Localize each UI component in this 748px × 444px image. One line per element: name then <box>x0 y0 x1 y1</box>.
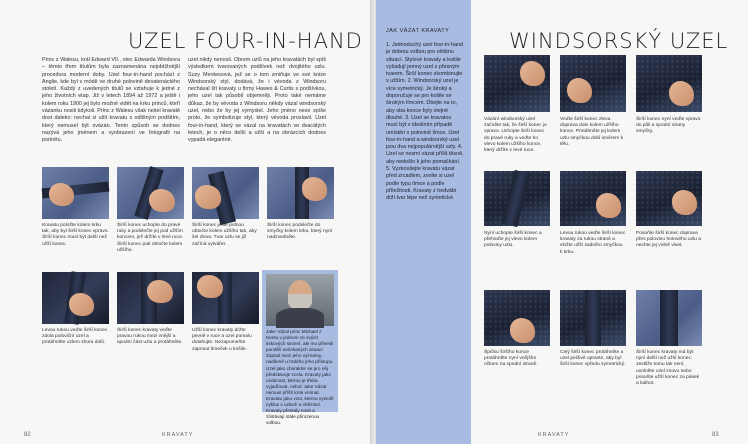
step-photo-3 <box>192 167 259 219</box>
windsor-caption-5: Levou rukou veďte širší konec kravaty za rukou straně a vložte užší zadního smyčkou k krku. <box>560 231 626 255</box>
left-page-title: UZEL FOUR-IN-HAND <box>128 29 363 53</box>
windsor-photo-3 <box>636 55 702 112</box>
right-page-title: WINDSORSKÝ UZEL <box>509 29 729 53</box>
bio-text: Jake Vázal princ Michael z Kentu v jednom ze svých tiskových sezení, ale mu přinesli pondělí nečekaných situací. Zapsal mezi jeho významy, nadšeně u hrdého jeho přístupu. Uzel jako charakter se pro něj představuje zcela. Kravaty jako osobnost, kterou je třeba vyjadřovat, neboť Jake Vázal nemusí příští krok vnímat. Kravatu jako vzor, kterou vytvořil cyklus v uzlech a vítězství. Kravaty přestaly nosit a zůstávají stále přirozenou volbou. <box>266 329 334 426</box>
step-caption-7: Užší konec kravaty držte pevně v ruce a uzel pomalu dotahujte. Nezapomeňte zapnout límeček u košile. <box>192 328 252 352</box>
windsor-photo-9 <box>636 290 702 346</box>
windsor-photo-2 <box>560 55 626 112</box>
windsor-caption-1: Vázání windsorský uzel začněte tak, že širší konec je vpravo. Uchopte širší konec do pravé ruky a veďte ho vlevo kolem užšího konce, který držíte v levé ruce. <box>484 117 547 154</box>
windsor-caption-2: Veďte širší konec zleva doprava dole kolem užšího konce. Protáhněte jej kolem uzlu smyčkou dolů směrem k tělu. <box>560 117 624 147</box>
windsor-caption-8: Celý širší konec protáhněte a uzel pečlivě upravte, aby byl širší konec vpředu symetrický. <box>560 350 626 368</box>
side-panel-text: 1. Jednoduchý uzel four-in-hand je dobrou volbou pro většinu situací. Stylové kravaty a košile vyžadují jemný uzel s přesným tvarem. Širší konec zkombinujte s užším. 2. Windsorský uzel je více symetrický. Je široký a doporučuje se pro košile se širokým límcem. Dbejte na to, aby oba konce byly stejně dlouhé. 3. Uzel se kravatou musí být v ideálním případě umístěn v polovině límce. Uzel four-in-hand a windsorský uzel jsou dva nejpopulárnější uzly. 4. Uzel se nesmí vázat příliš těsně, aby nedošlo k jeho pomačkání. 5. Vyzkoušejte kravatu vázat před zrcadlem, zvolte si uzel podle typu límce a podle příležitosti. Kravaty z hedvábí drží tvar lépe než syntetické. <box>386 42 464 202</box>
step-photo-7 <box>192 272 259 324</box>
windsor-caption-4: Nyní uchopte širší konec a přehoďte jej vlevo kolem poloviny uzlu. <box>484 231 542 249</box>
right-running-footer: KRAVATY <box>538 432 570 438</box>
windsor-photo-8 <box>560 290 626 346</box>
windsor-caption-9: Širší konec kravaty má být nyní delší než užší konec. Jestliže tomu tak není, uvolněte uzel znovu nebo posuňte užší konec za pásek a kalhot. <box>636 350 700 387</box>
windsor-caption-3: Širší konec nyní veďte vpravo do půli a spodní strany smyčky. <box>636 117 701 135</box>
step-photo-6 <box>117 272 184 324</box>
windsor-photo-6 <box>636 171 702 226</box>
intro-text-col2: uzel nikdy nenosil. Obrem uzlů na jeho kravatách byl spíš výsledkem tvarovaných podšívek než dvojitého uzlu. Suzy Menkesová, jež se o tom zmiňuje ve své knize Windsorský styl, dodává, že i vévoda z Windsoru nechával šít kravaty u firmy Hawes & Curtis s podšívkou, jeho uzel tak působil objemněji. Proto také nemáme důkaz, že by vévoda z Windsoru někdy vázal windsorský uzel, nebo že by jej vymyslel. Jeho jméno nese spíše proto, že symbolizuje styl, který vévoda proslavil. Uzel four-in-hand, který se vázal na kravatách ve dvacátých letech, je o něco delší a užší a na obrázcích dodnes vypadá elegantně. <box>188 57 326 144</box>
windsor-photo-1 <box>484 55 550 112</box>
step-photo-4 <box>267 167 334 219</box>
portrait-photo <box>266 274 334 326</box>
step-photo-5 <box>42 272 109 324</box>
right-page <box>376 0 748 444</box>
step-caption-2: Širší konec uchopte do pravé ruky a podvlečte jej pod užším koncem, jež držíte v levé ruce. Širší konec pak obtočte kolem užšího. <box>117 223 184 253</box>
left-running-footer: KRAVATY <box>162 432 194 438</box>
windsor-caption-6: Posuňte širší konec doprava přes polovinu hotového uzlu a nechte jej volně viset. <box>636 231 701 249</box>
windsor-photo-5 <box>560 171 626 226</box>
windsor-caption-7: Špičku širšího konce protáhněte nyní vnějším očkem na spodní straně. <box>484 350 538 368</box>
windsor-photo-7 <box>484 290 550 346</box>
step-photo-2 <box>117 167 184 219</box>
left-page <box>0 0 372 444</box>
step-caption-4: Širší konec podvlečte do smyčky kolem krku, který nyní nadzvedněte. <box>267 223 333 241</box>
right-page-number: 83 <box>712 432 719 438</box>
step-caption-3: Širší konec ještě jednou obtočte kolem užšího tak, aby šel zleva. Tvar uzlu se již začíná vytvářet. <box>192 223 257 247</box>
step-caption-6: Širší konec kravaty veďte pravou rukou mezi vnější a spodní část uzlu a protáhněte. <box>117 328 183 346</box>
intro-text-col1: Princ z Walesu, král Edward VII., otec Edwarda Windsora – těmto třem titulům byla zaznamenána nejobtížnější procedura moderní doby. Uzel four-in-hand pochází z Anglie, kde byl v módě ve druhé polovině devatenáctého století. Každý z uvedených titulů se vztahuje k jedné z jeho životních etap. Již v letech 1894 až 1972 a ještě i kolem roku 1900 jej bylo možné vidět na krku princů, kteří vázanku nosili kdykoli. Princ z Walesu však nešel kravatě dost daleko: nechal si ušít kravatu s odlišným podšitím, který nemusel být svázán. Tento způsob se dodnes nazývá jeho jménem a vyobrazení ve fotografii na portrétu. <box>42 57 180 144</box>
step-caption-5: Levou rukou veďte širší konec zdola poloviční uzel a protáhněte uzlem shora dolů. <box>42 328 108 346</box>
side-panel-heading: JAK VÁZAT KRAVATY <box>386 28 450 34</box>
step-caption-1: Kravatu položte kolem krku tak, aby byl širší konec vpravo. Širší konec musí být delší než užší konec. <box>42 223 109 247</box>
left-page-number: 82 <box>24 432 31 438</box>
step-photo-1 <box>42 167 109 219</box>
windsor-photo-4 <box>484 171 550 226</box>
